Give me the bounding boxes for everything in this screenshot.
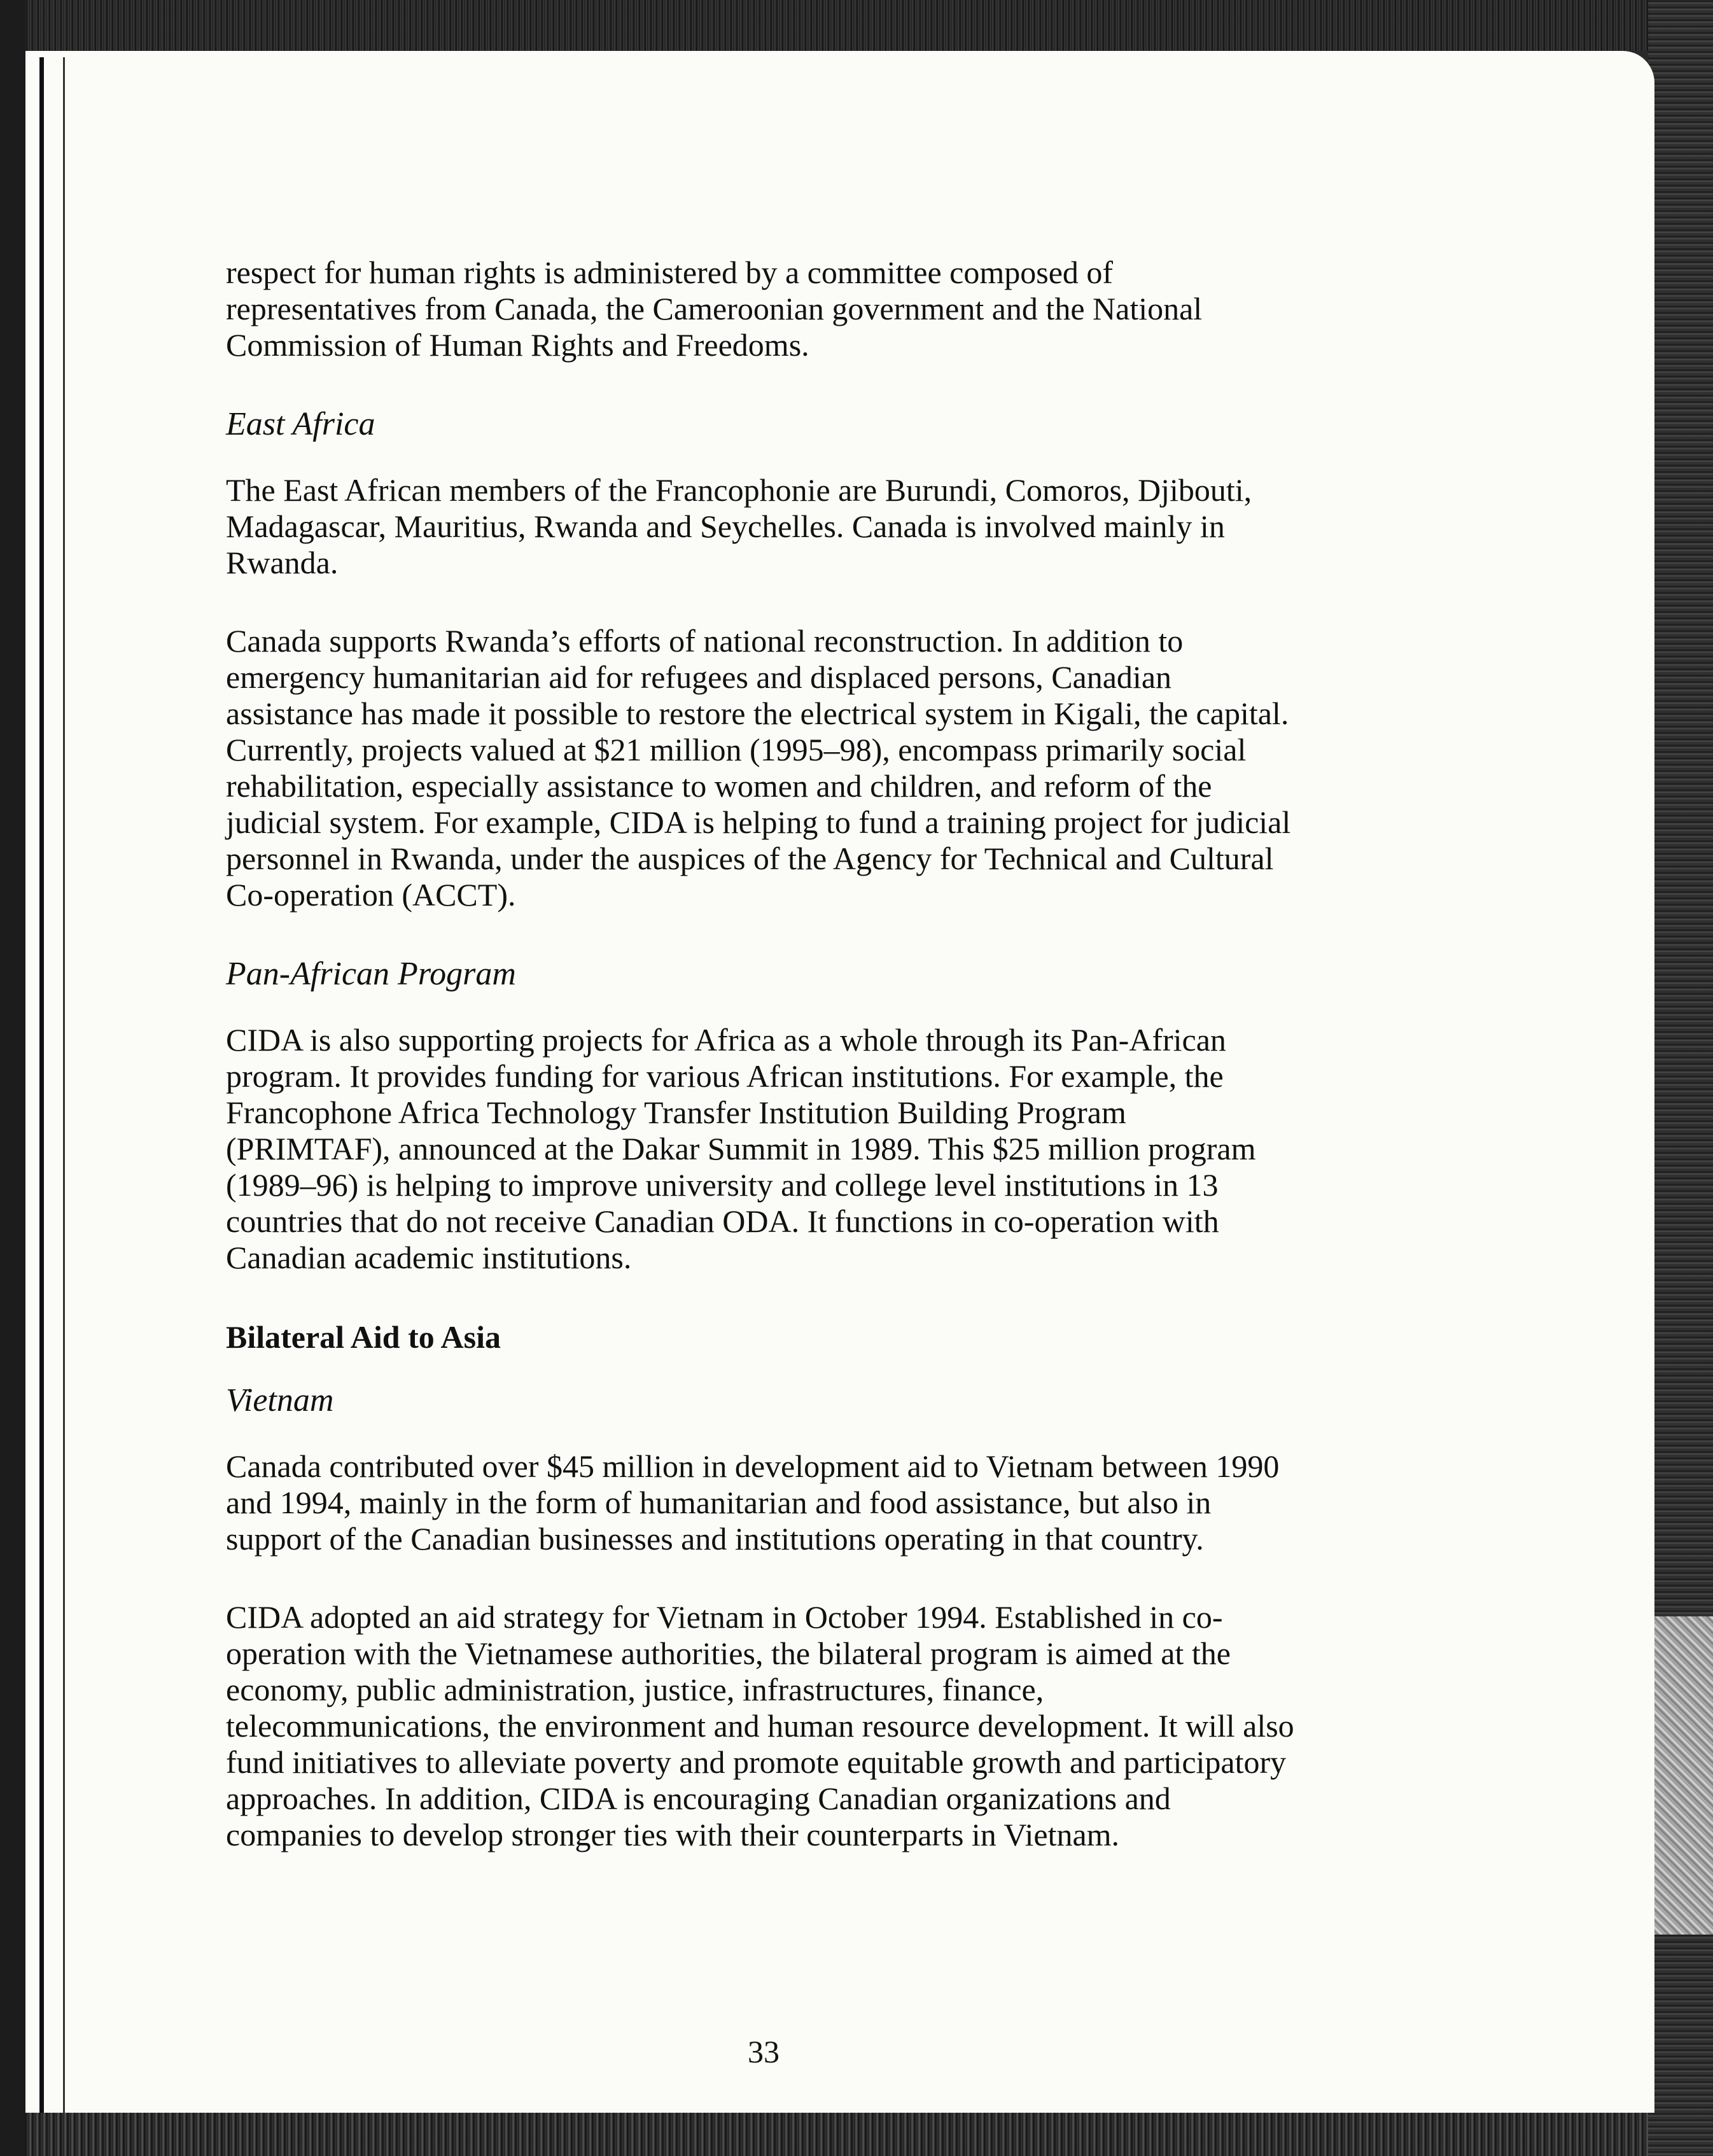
page-number: 33	[748, 2034, 780, 2069]
document-body	[226, 255, 1295, 1895]
paragraph-human-rights-committee: respect for human rights is administered by a committee composed of representatives from Canada, the Cameroonian government and the National Commission of Human Rights and Freedoms.	[226, 255, 1203, 363]
binding-edge	[39, 57, 65, 2113]
subheading-vietnam: Vietnam	[226, 1382, 334, 1418]
paragraph-pan-african-primtaf: CIDA is also supporting projects for Africa as a whole through its Pan-African program. It provides funding for various African institutions. For example, the Francophone Africa Technology Transfer Institution Building Program (PRIMTAF), announced at the Dakar Summit in 1989. This $25 million program (1989–96) is helping to improve university and college level institutions in 13 countries that do not receive Canadian ODA. It functions in co-operation with Canadian academic institutions.	[226, 1022, 1256, 1275]
paragraph-rwanda-reconstruction: Canada supports Rwanda’s efforts of national reconstruction. In addition to emergency humanitarian aid for refugees and displaced persons, Canadian assistance has made it possible to restore the electrical system in Kigali, the capital. Currently, projects valued at $21 million (1995–98), encompass primarily social rehabilitation, especially assistance to women and children, and reform of the judicial system. For example, CIDA is helping to fund a training project for judicial personnel in Rwanda, under the auspices of the Agency for Technical and Cultural Co-operation (ACCT).	[226, 623, 1291, 913]
scan-border-top	[0, 0, 1713, 51]
paragraph-vietnam-strategy: CIDA adopted an aid strategy for Vietnam in October 1994. Established in co-operation with the Vietnamese authorities, the bilateral program is aimed at the economy, public administration, justice, infrastructures, finance, telecommunications, the environment and human resource development. It will also fund initiatives to alleviate poverty and promote equitable growth and participatory approaches. In addition, CIDA is encouraging Canadian organizations and companies to develop stronger ties with their counterparts in Vietnam.	[226, 1599, 1294, 1852]
paragraph-east-africa-members: The East African members of the Francophonie are Burundi, Comoros, Djibouti, Madagascar, Mauritius, Rwanda and Seychelles. Canada is involved mainly in Rwanda.	[226, 472, 1252, 580]
paragraph-vietnam-contribution: Canada contributed over $45 million in development aid to Vietnam between 1990 and 1994, mainly in the form of humanitarian and food assistance, but also in support of the Canadian businesses and institutions operating in that country.	[226, 1448, 1280, 1557]
subheading-pan-african-program: Pan-African Program	[226, 956, 516, 992]
subheading-east-africa: East Africa	[226, 406, 375, 442]
heading-bilateral-aid-asia: Bilateral Aid to Asia	[226, 1319, 501, 1355]
scan-border-left	[0, 0, 25, 2156]
scan-artifact-patch	[1654, 1616, 1713, 1935]
scan-border-bottom	[0, 2113, 1713, 2156]
